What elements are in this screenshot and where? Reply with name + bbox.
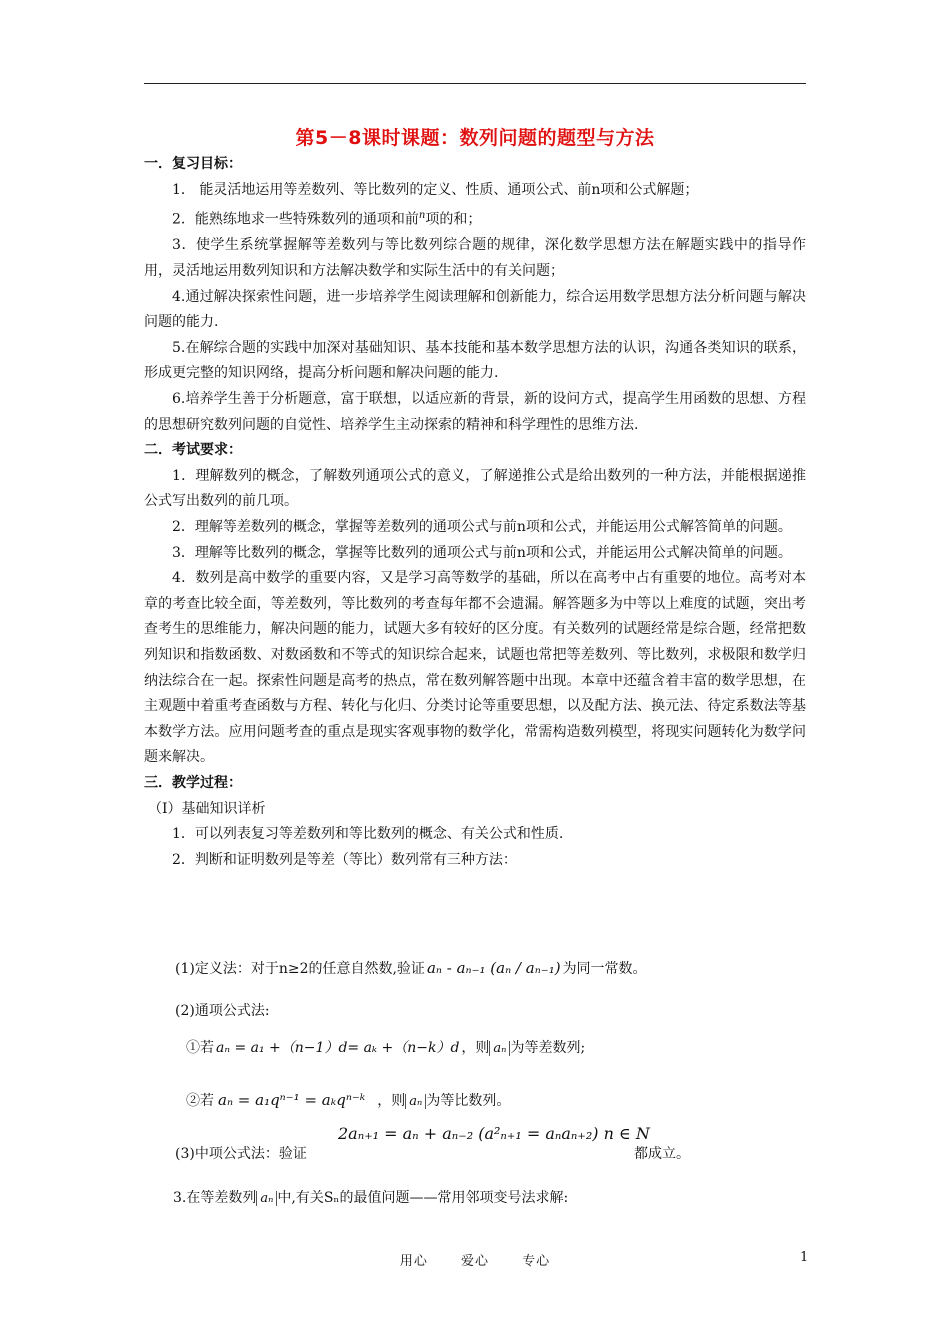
circle1-formula: aₙ = a₁ +（n−1）d= aₖ +（n−k）d	[216, 1040, 460, 1056]
s1-item-2: 2．能熟练地求一些特殊数列的通项和前$^n$项的和；	[172, 210, 482, 228]
s3-item-2: 2．判断和证明数列是等差（等比）数列常有三种方法：	[172, 851, 517, 868]
s1-item-3: 3．使学生系统掌握解等差数列与等比数列综合题的规律，深化数学思想方法在解题实践中的指导作用，灵活地运用数列知识和方法解决数学和实际生活中的有关问题；	[144, 237, 806, 280]
seq-an-3: aₙ	[256, 1191, 277, 1206]
circle1-line: ①若 aₙ = a₁ +（n−1）d= aₖ +（n−k）d ，则 aₙ 为等差数列;	[186, 1040, 586, 1056]
page-number: 1	[800, 1250, 809, 1265]
footer-word-2: 爱心	[460, 1254, 489, 1269]
s1-item-1: 1． 能灵活地运用等差数列、等比数列的定义、性质、通项公式、前n项和公式解题；	[172, 181, 699, 198]
method3-suffix: 都成立。	[634, 1146, 690, 1162]
document-body	[144, 152, 806, 873]
s3-subheading: （Ⅰ）基础知识详析	[148, 800, 266, 817]
s1-item-4: 4.通过解决探索性问题，进一步培养学生阅读理解和创新能力，综合运用数学思想方法分析问题与解决问题的能力.	[144, 288, 806, 331]
footer-word-1: 用心	[399, 1254, 428, 1269]
seq-an-1: aₙ	[489, 1041, 510, 1056]
method1-formula: aₙ - aₙ₋₁ (aₙ / aₙ₋₁)	[426, 959, 561, 977]
s2-item-2: 2．理解等差数列的概念，掌握等差数列的通项公式与前n项和公式，并能运用公式解答简单的问题。	[172, 518, 792, 535]
s3-item-3: 3.在等差数列 aₙ 中,有关Sₙ的最值问题——常用邻项变号法求解:	[173, 1190, 569, 1206]
section1-heading: 一．复习目标：	[144, 156, 242, 172]
method3-line: (3)中项公式法：验证	[175, 1146, 307, 1162]
s2-item-3: 3．理解等比数列的概念，掌握等比数列的通项公式与前n项和公式，并能运用公式解决简单的问题。	[172, 544, 792, 561]
s1-item-6: 6.培养学生善于分析题意，富于联想，以适应新的背景，新的设问方式，提高学生用函数的思想、方程的思想研究数列问题的自觉性、培养学生主动探索的精神和科学理性的思维方法.	[144, 391, 806, 433]
circle2-line: ②若 aₙ = a₁qⁿ⁻¹ = aₖqⁿ⁻ᵏ ，则 aₙ 为等比数列。	[186, 1091, 511, 1109]
seq-an-2: aₙ	[405, 1094, 426, 1109]
page-title: 第5－8课时课题：数列问题的题型与方法	[295, 127, 655, 149]
method1-line: (1)定义法：对于n≥2的任意自然数,验证 aₙ - aₙ₋₁ (aₙ / aₙ₋₁) 为同一常数。	[175, 959, 647, 977]
s3-item-1: 1．可以列表复习等差数列和等比数列的概念、有关公式和性质.	[172, 826, 564, 843]
s1-item-5: 5.在解综合题的实践中加深对基础知识、基本技能和基本数学思想方法的认识，沟通各类知识的联系，形成更完整的知识网络，提高分析问题和解决问题的能力.	[144, 339, 806, 382]
section2-heading: 二．考试要求：	[144, 442, 242, 459]
header-rule	[144, 83, 806, 84]
s2-item-4: 4．数列是高中数学的重要内容，又是学习高等数学的基础，所以在高考中占有重要的地位。高考对本章的考查比较全面，等差数列，等比数列的考查每年都不会遗漏。解答题多为中等以上难度的试题，突出考查考生的思维能力，解决问题的能力，试题大多有较好的区分度。有关数列的试题经常是综合题，经常把数列知识和指数函数、对数函数和不等式的知识综合起来，试题也常把等差数列、等比数列，求极限和数学归纳法综合在一起。探索性问题是高考的热点，常在数列解答题中出现。本章中还蕴含着丰富的数学思想，在主观题中着重考查函数与方程、转化与化归、分类讨论等重要思想，以及配方法、换元法、待定系数法等基本数学方法。应用问题考查的重点是现实客观事物的数学化，常需构造数列模型，将现实问题转化为数学问题来解决。	[144, 570, 806, 766]
method2-line: (2)通项公式法:	[175, 1003, 270, 1019]
section3-heading: 三．教学过程：	[144, 774, 242, 791]
footer-word-3: 专心	[522, 1254, 551, 1269]
method3-formula: 2aₙ₊₁ = aₙ + aₙ₋₂ (a²ₙ₊₁ = aₙaₙ₊₂) n ∈ N	[338, 1124, 650, 1143]
s2-item-1: 1．理解数列的概念，了解数列通项公式的意义，了解递推公式是给出数列的一种方法，并能根据递推公式写出数列的前几项。	[144, 467, 806, 510]
circle2-formula: aₙ = a₁qⁿ⁻¹ = aₖqⁿ⁻ᵏ	[218, 1091, 366, 1109]
